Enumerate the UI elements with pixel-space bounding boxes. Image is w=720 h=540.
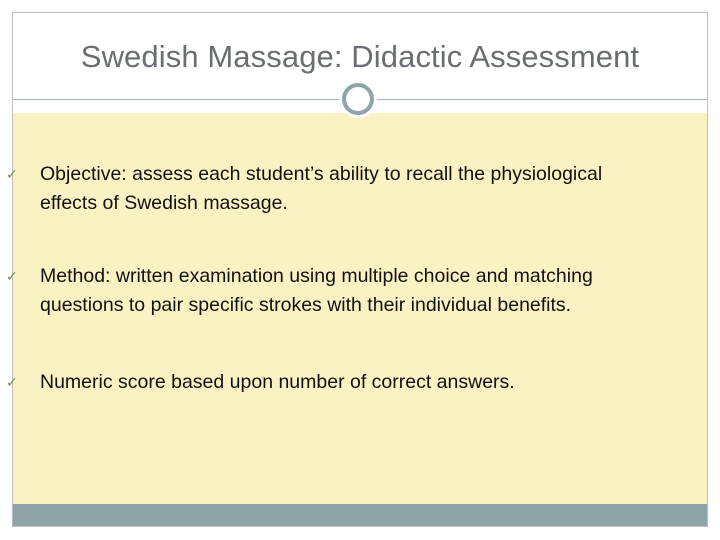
- bullet-text: Objective: assess each student’s ability to recall the physiological effects of Swedish massage.: [40, 163, 603, 214]
- checkmark-icon: ✓: [6, 375, 18, 391]
- footer-bar: [13, 504, 707, 526]
- bullet-text: Method: written examination using multiple choice and matching questions to pair specific strokes with their individual benefits.: [40, 265, 593, 316]
- checkmark-icon: ✓: [6, 167, 18, 183]
- checkmark-icon: ✓: [6, 269, 18, 285]
- bullet-item-method: [0, 262, 660, 320]
- slide-title: Swedish Massage: Didactic Assessment: [80, 39, 640, 74]
- ring-icon: [342, 83, 374, 115]
- bullet-item-objective: [0, 160, 660, 218]
- bullet-text: Numeric score based upon number of correct answers.: [40, 371, 515, 393]
- bullet-item-score: [0, 368, 660, 397]
